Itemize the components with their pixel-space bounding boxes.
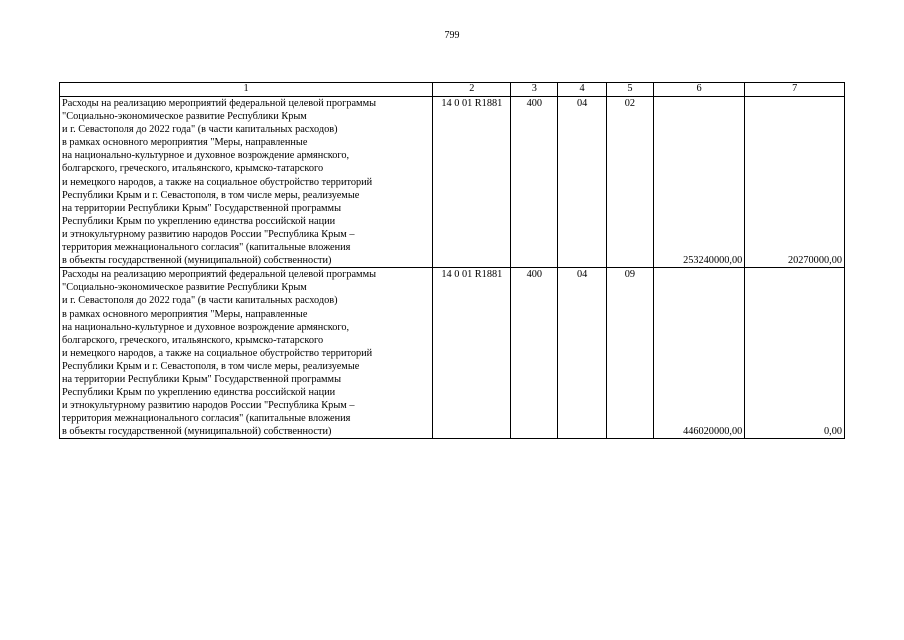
row-subsection: 09 [607,268,654,439]
header-col-4: 4 [558,83,607,97]
row-description: Расходы на реализацию мероприятий федеральной целевой программы "Социально-экономическое развитие Республики Крым и г. Севастополя до 2022 года" (в части капитальных расходов) в рамках основного мероприятия "Меры, направленные на национально-культурное и духовное возрождение армянского, болгарского, греческого, итальянского, крымско-татарского и немецкого народов, а также на социальное обустройство территорий Республики Крым и г. Севастополя, в том числе меры, реализуемые на территории Республики Крым" Государственной программы Республики Крым по укреплению единства российской нации и этнокультурному развитию народов России "Республика Крым – территория межнационального согласия" (капитальные вложения в объекты государственной (муниципальной) собственности) [60,268,433,439]
row-description: Расходы на реализацию мероприятий федеральной целевой программы "Социально-экономическое развитие Республики Крым и г. Севастополя до 2022 года" (в части капитальных расходов) в рамках основного мероприятия "Меры, направленные на национально-культурное и духовное возрождение армянского, болгарского, греческого, итальянского, крымско-татарского и немецкого народов, а также на социальное обустройство территорий Республики Крым и г. Севастополя, в том числе меры, реализуемые на территории Республики Крым" Государственной программы Республики Крым по укреплению единства российской нации и этнокультурному развитию народов России "Республика Крым – территория межнационального согласия" (капитальные вложения в объекты государственной (муниципальной) собственности) [60,97,433,268]
header-col-5: 5 [607,83,654,97]
page-number: 799 [444,30,460,41]
header-col-2: 2 [433,83,511,97]
row-amount-col7: 0,00 [745,268,845,439]
row-section: 04 [558,97,607,268]
row-expense-type: 400 [511,97,558,268]
header-col-3: 3 [511,83,558,97]
row-program-code: 14 0 01 R1881 [433,97,511,268]
row-amount-col7: 20270000,00 [745,97,845,268]
row-subsection: 02 [607,97,654,268]
table-header-row [60,83,845,97]
row-amount-col6: 446020000,00 [653,268,745,439]
table-row [60,268,845,439]
header-col-1: 1 [60,83,433,97]
row-program-code: 14 0 01 R1881 [433,268,511,439]
row-amount-col6: 253240000,00 [653,97,745,268]
header-col-6: 6 [653,83,745,97]
row-section: 04 [558,268,607,439]
table-row [60,97,845,268]
budget-table [59,82,845,439]
header-col-7: 7 [745,83,845,97]
row-expense-type: 400 [511,268,558,439]
